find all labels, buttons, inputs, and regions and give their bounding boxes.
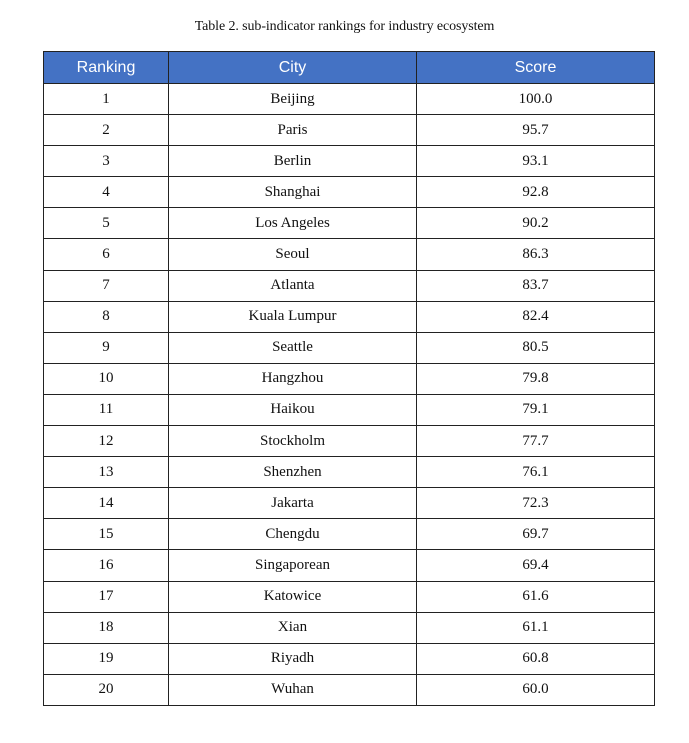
score-cell: 76.1 bbox=[417, 457, 655, 488]
table-row bbox=[44, 208, 655, 239]
city-cell: Katowice bbox=[169, 581, 417, 612]
table-row bbox=[44, 550, 655, 581]
score-cell: 93.1 bbox=[417, 146, 655, 177]
city-cell: Paris bbox=[169, 115, 417, 146]
table-row bbox=[44, 519, 655, 550]
ranking-cell: 3 bbox=[44, 146, 169, 177]
score-cell: 90.2 bbox=[417, 208, 655, 239]
table-row bbox=[44, 394, 655, 425]
city-cell: Jakarta bbox=[169, 488, 417, 519]
city-cell: Atlanta bbox=[169, 270, 417, 301]
city-cell: Riyadh bbox=[169, 643, 417, 674]
city-cell: Shanghai bbox=[169, 177, 417, 208]
ranking-cell: 9 bbox=[44, 332, 169, 363]
ranking-cell: 11 bbox=[44, 394, 169, 425]
score-cell: 83.7 bbox=[417, 270, 655, 301]
score-cell: 82.4 bbox=[417, 301, 655, 332]
score-cell: 69.4 bbox=[417, 550, 655, 581]
score-cell: 69.7 bbox=[417, 519, 655, 550]
city-cell: Shenzhen bbox=[169, 457, 417, 488]
ranking-cell: 4 bbox=[44, 177, 169, 208]
table-row bbox=[44, 332, 655, 363]
score-cell: 95.7 bbox=[417, 115, 655, 146]
ranking-cell: 10 bbox=[44, 363, 169, 394]
city-cell: Singaporean bbox=[169, 550, 417, 581]
ranking-cell: 7 bbox=[44, 270, 169, 301]
table-row bbox=[44, 301, 655, 332]
table-row bbox=[44, 457, 655, 488]
city-cell: Beijing bbox=[169, 84, 417, 115]
ranking-cell: 1 bbox=[44, 84, 169, 115]
city-cell: Los Angeles bbox=[169, 208, 417, 239]
city-cell: Stockholm bbox=[169, 426, 417, 457]
table-row bbox=[44, 84, 655, 115]
ranking-cell: 15 bbox=[44, 519, 169, 550]
score-cell: 60.0 bbox=[417, 674, 655, 705]
ranking-cell: 20 bbox=[44, 674, 169, 705]
table-row bbox=[44, 177, 655, 208]
score-cell: 60.8 bbox=[417, 643, 655, 674]
city-cell: Xian bbox=[169, 612, 417, 643]
score-cell: 79.1 bbox=[417, 394, 655, 425]
score-cell: 79.8 bbox=[417, 363, 655, 394]
ranking-cell: 17 bbox=[44, 581, 169, 612]
ranking-cell: 14 bbox=[44, 488, 169, 519]
city-cell: Seoul bbox=[169, 239, 417, 270]
table-row bbox=[44, 426, 655, 457]
ranking-cell: 2 bbox=[44, 115, 169, 146]
ranking-cell: 12 bbox=[44, 426, 169, 457]
header-city: City bbox=[169, 52, 417, 84]
ranking-cell: 13 bbox=[44, 457, 169, 488]
score-cell: 77.7 bbox=[417, 426, 655, 457]
score-cell: 92.8 bbox=[417, 177, 655, 208]
score-cell: 61.1 bbox=[417, 612, 655, 643]
table-body bbox=[44, 84, 655, 706]
table-row bbox=[44, 643, 655, 674]
city-cell: Wuhan bbox=[169, 674, 417, 705]
ranking-cell: 5 bbox=[44, 208, 169, 239]
ranking-cell: 8 bbox=[44, 301, 169, 332]
table-row bbox=[44, 270, 655, 301]
ranking-cell: 16 bbox=[44, 550, 169, 581]
header-ranking: Ranking bbox=[44, 52, 169, 84]
city-cell: Berlin bbox=[169, 146, 417, 177]
score-cell: 80.5 bbox=[417, 332, 655, 363]
score-cell: 86.3 bbox=[417, 239, 655, 270]
score-cell: 61.6 bbox=[417, 581, 655, 612]
table-row bbox=[44, 239, 655, 270]
table-row bbox=[44, 363, 655, 394]
city-cell: Chengdu bbox=[169, 519, 417, 550]
table-caption: Table 2. sub-indicator rankings for industry ecosystem bbox=[194, 19, 495, 34]
table-row bbox=[44, 488, 655, 519]
table-header-row bbox=[44, 52, 655, 84]
rankings-table bbox=[43, 51, 655, 706]
ranking-cell: 6 bbox=[44, 239, 169, 270]
score-cell: 100.0 bbox=[417, 84, 655, 115]
ranking-cell: 19 bbox=[44, 643, 169, 674]
ranking-cell: 18 bbox=[44, 612, 169, 643]
score-cell: 72.3 bbox=[417, 488, 655, 519]
table-row bbox=[44, 674, 655, 705]
city-cell: Haikou bbox=[169, 394, 417, 425]
table-row bbox=[44, 581, 655, 612]
table-row bbox=[44, 146, 655, 177]
header-score: Score bbox=[417, 52, 655, 84]
city-cell: Kuala Lumpur bbox=[169, 301, 417, 332]
table-row bbox=[44, 612, 655, 643]
city-cell: Seattle bbox=[169, 332, 417, 363]
city-cell: Hangzhou bbox=[169, 363, 417, 394]
table-row bbox=[44, 115, 655, 146]
